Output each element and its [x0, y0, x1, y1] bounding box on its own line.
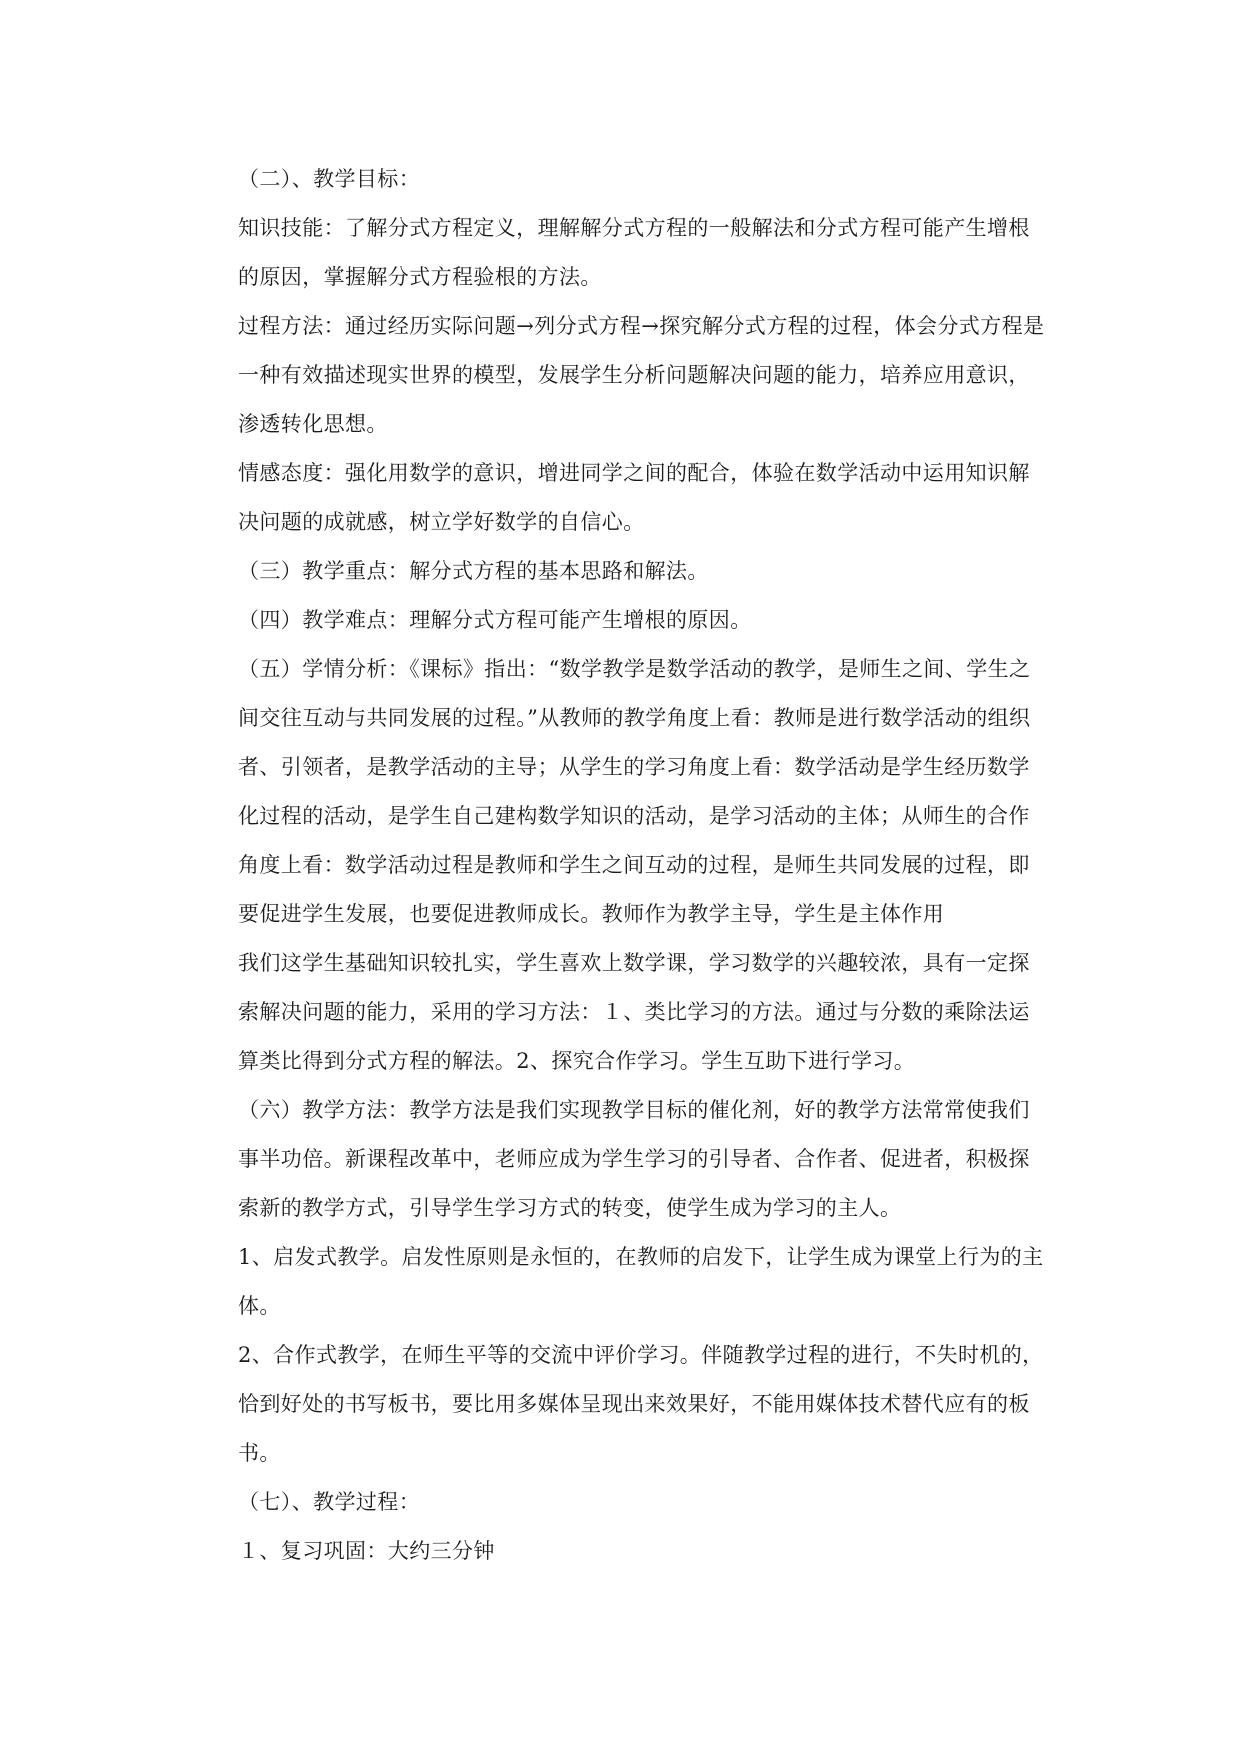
paragraph-teaching-methods: （六）教学方法：教学方法是我们实现教学目标的催化剂，好的教学方法常常使我们事半功倍。新课程改革中，老师应成为学生学习的引导者、合作者、促进者，积极探索新的教学方式，引导学生学习方式的转变，使学生成为学习的主人。: [238, 1098, 1030, 1220]
paragraph-heuristic-teaching: 1、启发式教学。启发性原则是永恒的，在教师的启发下，让学生成为课堂上行为的主体。: [238, 1245, 1044, 1318]
paragraph-student-basis: 我们这学生基础知识较扎实，学生喜欢上数学课，学习数学的兴趣较浓，具有一定探索解决问题的能力，采用的学习方法：１、类比学习的方法。通过与分数的乘除法运算类比得到分式方程的解法。2、探究合作学习。学生互助下进行学习。: [238, 951, 1030, 1073]
document-body: [238, 155, 1048, 1576]
paragraph-review-step: １、复习巩固：大约三分钟: [238, 1539, 495, 1563]
section-heading-key-points: （三）教学重点：解分式方程的基本思路和解法。: [238, 559, 709, 583]
paragraph-learner-analysis: （五）学情分析：《课标》指出：“数学教学是数学活动的教学，是师生之间、学生之间交往互动与共同发展的过程。”从教师的教学角度上看：教师是进行数学活动的组织者、引领者，是教学活动的主导；从学生的学习角度上看：数学活动是学生经历数学化过程的活动，是学生自己建构数学知识的活动，是学习活动的主体；从师生的合作角度上看：数学活动过程是教师和学生之间互动的过程，是师生共同发展的过程，即要促进学生发展，也要促进教师成长。教师作为教学主导，学生是主体作用: [238, 657, 1031, 926]
section-heading-objectives: （二）、教学目标：: [238, 167, 421, 191]
paragraph-process-methods: 过程方法：通过经历实际问题→列分式方程→探究解分式方程的过程，体会分式方程是一种有效描述现实世界的模型，发展学生分析问题解决问题的能力，培养应用意识，渗透转化思想。: [238, 314, 1045, 436]
section-heading-teaching-process: （七）、教学过程：: [238, 1490, 421, 1514]
paragraph-emotional-attitude: 情感态度：强化用数学的意识，增进同学之间的配合，体验在数学活动中运用知识解决问题的成就感，树立学好数学的自信心。: [238, 461, 1030, 534]
section-heading-difficulties: （四）教学难点：理解分式方程可能产生增根的原因。: [238, 608, 752, 632]
paragraph-cooperative-teaching: 2、合作式教学，在师生平等的交流中评价学习。伴随教学过程的进行，不失时机的，恰到好处的书写板书，要比用多媒体呈现出来效果好，不能用媒体技术替代应有的板书。: [238, 1343, 1044, 1465]
paragraph-knowledge-skills: 知识技能：了解分式方程定义，理解解分式方程的一般解法和分式方程可能产生增根的原因，掌握解分式方程验根的方法。: [238, 216, 1030, 289]
